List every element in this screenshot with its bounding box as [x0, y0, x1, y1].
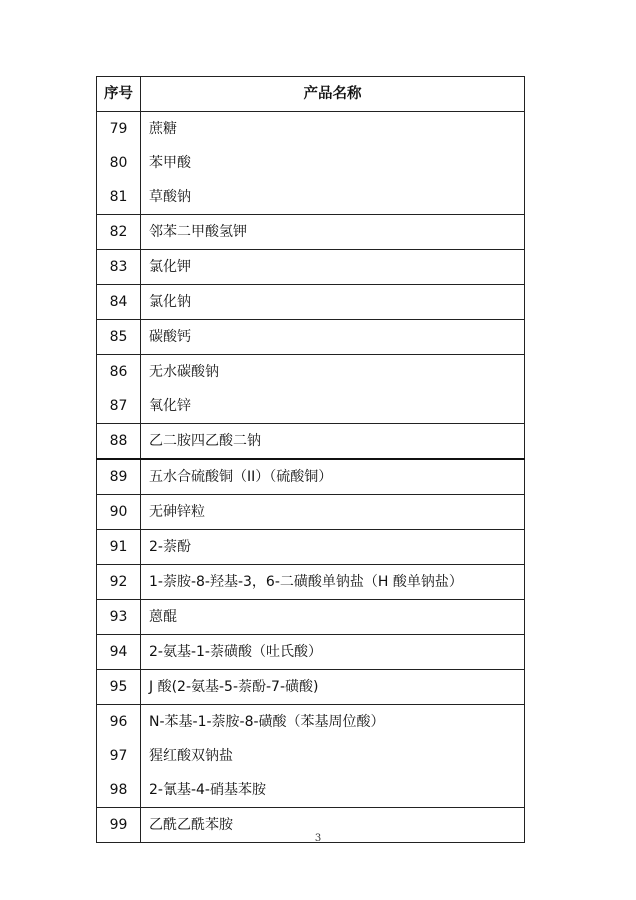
table-row [97, 320, 525, 355]
table-row [97, 285, 525, 320]
table-row [97, 250, 525, 285]
table-row [97, 459, 525, 495]
product-name-cell [141, 635, 525, 670]
product-name: 2-氰基-4-硝基苯胺 [149, 782, 266, 798]
product-name-cell [141, 285, 525, 320]
serial-number: 90 [109, 504, 128, 520]
serial-number: 88 [109, 433, 128, 449]
product-name-cell [141, 565, 525, 600]
product-name: N-苯基-1-萘胺-8-磺酸（苯基周位酸） [149, 714, 385, 730]
table-row [97, 670, 525, 705]
serial-number: 82 [109, 224, 128, 240]
serial-number: 81 [109, 189, 128, 205]
serial-number-cell [97, 705, 141, 808]
serial-number: 91 [109, 539, 128, 555]
product-name-cell [141, 600, 525, 635]
serial-number: 86 [109, 364, 128, 380]
product-name-cell [141, 320, 525, 355]
table-row [97, 635, 525, 670]
serial-number-cell [97, 600, 141, 635]
product-name: 氯化钾 [149, 259, 191, 275]
serial-number-cell [97, 424, 141, 460]
table-row [97, 215, 525, 250]
product-name: 蔗糖 [149, 121, 177, 137]
header-product-name: 产品名称 [141, 77, 525, 112]
table-row [97, 600, 525, 635]
table-row [97, 495, 525, 530]
serial-number-cell [97, 565, 141, 600]
product-name: 猩红酸双钠盐 [149, 748, 233, 764]
product-name: J 酸(2-氨基-5-萘酚-7-磺酸) [149, 679, 319, 695]
serial-number-cell [97, 495, 141, 530]
product-name: 蒽醌 [149, 609, 177, 625]
product-name: 乙二胺四乙酸二钠 [149, 433, 261, 449]
table-row [97, 530, 525, 565]
product-name: 2-萘酚 [149, 539, 191, 555]
product-name-cell [141, 495, 525, 530]
serial-number-cell [97, 320, 141, 355]
product-name: 无水碳酸钠 [149, 364, 219, 380]
product-name: 无砷锌粒 [149, 504, 205, 520]
serial-number: 92 [109, 574, 128, 590]
serial-number-cell [97, 355, 141, 424]
product-name: 草酸钠 [149, 189, 191, 205]
product-name-cell [141, 530, 525, 565]
product-name: 氧化锌 [149, 398, 191, 414]
product-name-cell [141, 705, 525, 808]
product-name-cell [141, 459, 525, 495]
serial-number: 95 [109, 679, 128, 695]
serial-number-cell [97, 635, 141, 670]
serial-number: 93 [109, 609, 128, 625]
serial-number: 96 [109, 714, 128, 730]
serial-number: 79 [109, 121, 128, 137]
serial-number-cell [97, 530, 141, 565]
serial-number: 83 [109, 259, 128, 275]
serial-number: 87 [109, 398, 128, 414]
product-table [96, 76, 525, 843]
serial-number: 97 [109, 748, 128, 764]
table-row [97, 112, 525, 215]
serial-number: 94 [109, 644, 128, 660]
header-serial-number: 序号 [97, 77, 141, 112]
table-body [97, 112, 525, 843]
product-name: 1-萘胺-8-羟基-3，6-二磺酸单钠盐（H 酸单钠盐） [149, 574, 463, 590]
product-name-cell [141, 250, 525, 285]
product-name-cell [141, 424, 525, 460]
serial-number: 85 [109, 329, 128, 345]
serial-number: 84 [109, 294, 128, 310]
product-name: 氯化钠 [149, 294, 191, 310]
serial-number-cell [97, 250, 141, 285]
page-number: 3 [314, 833, 322, 844]
product-name-cell [141, 112, 525, 215]
serial-number-cell [97, 215, 141, 250]
serial-number-cell [97, 459, 141, 495]
product-name: 苯甲酸 [149, 155, 191, 171]
serial-number-cell [97, 112, 141, 215]
product-name: 乙酰乙酰苯胺 [149, 817, 233, 833]
product-name: 五水合硫酸铜（II）（硫酸铜） [149, 469, 333, 485]
product-name: 碳酸钙 [149, 329, 191, 345]
table-row [97, 705, 525, 808]
product-name: 2-氨基-1-萘磺酸（吐氏酸） [149, 644, 322, 660]
product-name-cell [141, 355, 525, 424]
table-row [97, 424, 525, 460]
serial-number: 99 [109, 817, 128, 833]
table-header-row [97, 77, 525, 112]
serial-number: 80 [109, 155, 128, 171]
product-name-cell [141, 670, 525, 705]
product-name-cell [141, 215, 525, 250]
serial-number-cell [97, 285, 141, 320]
serial-number-cell [97, 670, 141, 705]
serial-number: 89 [109, 469, 128, 485]
table-row [97, 565, 525, 600]
product-name: 邻苯二甲酸氢钾 [149, 224, 247, 240]
serial-number: 98 [109, 782, 128, 798]
table-row [97, 355, 525, 424]
